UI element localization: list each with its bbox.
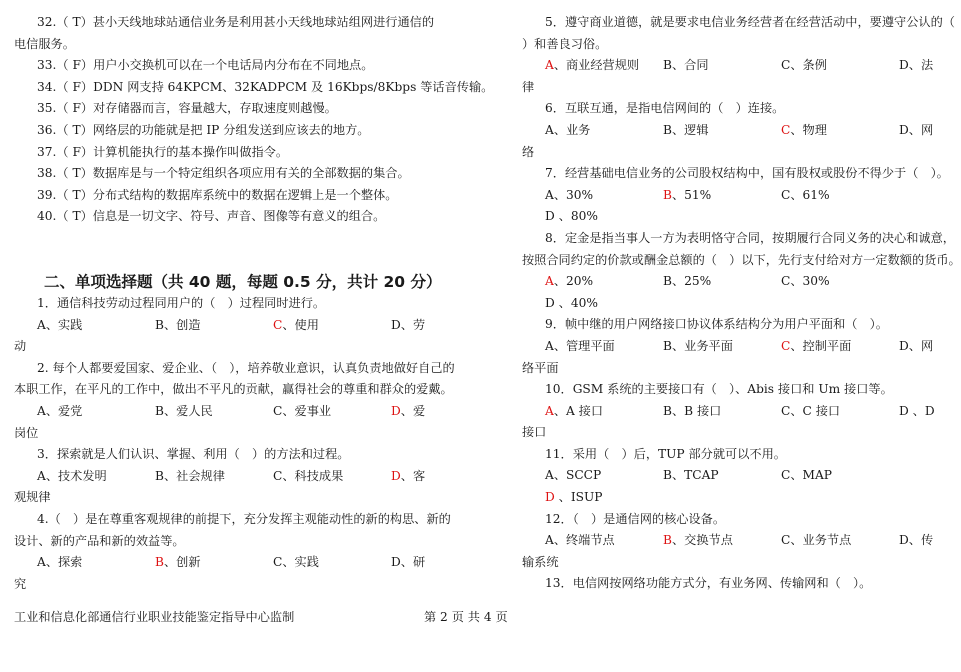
tf-question-line — [14, 55, 430, 77]
tf-number: 37. — [37, 144, 57, 159]
mc-option-wrap: 动 — [14, 339, 27, 354]
mc-options — [522, 530, 938, 552]
mc-option: C、爱事业 — [273, 403, 332, 418]
mc-option: B、爱人民 — [155, 403, 213, 418]
mc-option: A、实践 — [37, 317, 83, 332]
mc-option: C、实践 — [273, 555, 319, 570]
mc-option: C、30% — [781, 274, 830, 289]
mc-option: C、业务节点 — [781, 533, 852, 548]
mc-option-wrap: D 、80% — [545, 209, 598, 224]
mc-question: 1．通信科技劳动过程同用户的（ ）过程同时进行。 — [37, 296, 326, 310]
tf-question-line — [14, 77, 494, 99]
mc-option: A、技术发明 — [37, 468, 107, 483]
mc-option: B、交换节点 — [663, 533, 733, 548]
mc-option: C、科技成果 — [273, 468, 344, 483]
mc-question: 5．遵守商业道德，就是要求电信业务经营者在经营活动中，要遵守公认的（ — [545, 15, 955, 29]
mc-option: C、61% — [781, 187, 830, 202]
mc-option-wrap: 络平面 — [522, 360, 559, 375]
mc-option: B、业务平面 — [663, 338, 733, 353]
mc-option: C、条例 — [781, 58, 827, 73]
mc-option: C、MAP — [781, 468, 832, 483]
tf-statement: 用户小交换机可以在一个电话局内分布在不同地点。 — [93, 58, 374, 73]
mc-question: 2. 每个人都要爱国家、爱企业、（ ），培养敬业意识，认真负责地做好自己的 — [37, 360, 455, 375]
section-heading: 二、单项选择题（共 40 题，每题 0.5 分，共计 20 分） — [44, 273, 442, 291]
mc-question-continuation: 本职工作，在平凡的工作中，做出不平凡的贡献，赢得社会的尊重和群众的爱戴。 — [14, 382, 453, 397]
mc-options — [522, 271, 938, 293]
mc-option: D、网 — [899, 122, 934, 137]
mc-option: B、51% — [663, 187, 712, 202]
tf-number: 38. — [37, 166, 57, 181]
mc-option: B、创造 — [155, 317, 201, 332]
mc-option: B、合同 — [663, 58, 709, 73]
mc-question: 8．定金是指当事人一方为表明恪守合同，按期履行合同义务的决心和诚意， — [545, 230, 955, 245]
mc-options — [522, 465, 938, 487]
mc-option: C、C 接口 — [781, 403, 841, 418]
tf-answer: （ T） — [56, 166, 93, 181]
mc-question: 11．采用（ ）后，TUP 部分就可以不用。 — [545, 446, 786, 461]
mc-options — [14, 552, 430, 574]
mc-option: C、使用 — [273, 317, 319, 332]
mc-option: D 、D — [899, 403, 935, 418]
tf-answer: （ F） — [56, 58, 94, 73]
tf-continuation: 电信服务。 — [14, 36, 75, 51]
right-column — [522, 12, 961, 595]
mc-question-continuation: ）和善良习俗。 — [522, 36, 608, 51]
tf-statement: 计算机能执行的基本操作叫做指令。 — [93, 144, 289, 159]
mc-options — [522, 120, 938, 142]
mc-question: 7．经营基础电信业务的公司股权结构中，国有股权或股份不得少于（ ）。 — [545, 166, 949, 181]
mc-question: 9．帧中继的用户网络接口协议体系结构分为用户平面和（ ）。 — [545, 317, 888, 332]
mc-option-wrap: 究 — [14, 576, 27, 591]
mc-option: D、网 — [899, 338, 934, 353]
tf-answer: （ F） — [56, 79, 94, 94]
tf-statement: 信息是一切文字、符号、声音、图像等有意义的组合。 — [92, 209, 386, 224]
mc-question: 12．（ ）是通信网的核心设备。 — [545, 511, 726, 526]
mc-option: B、B 接口 — [663, 403, 722, 418]
tf-question-line — [14, 142, 430, 164]
mc-question: 6．互联互通，是指电信网间的（ ）连接。 — [545, 101, 785, 116]
mc-option: A、A 接口 — [545, 403, 604, 418]
mc-options — [14, 315, 430, 337]
tf-statement: 分布式结构的数据库系统中的数据在逻辑上是一个整体。 — [92, 187, 398, 202]
tf-answer: （ T） — [56, 209, 93, 224]
mc-option: A、终端节点 — [545, 533, 615, 548]
mc-option-wrap: 岗位 — [14, 425, 39, 440]
mc-option: C、物理 — [781, 122, 827, 137]
mc-option: B、TCAP — [663, 468, 719, 483]
mc-question-continuation: 按照合同约定的价款或酬金总额的（ ）以下，先行支付给对方一定数额的货币。 — [522, 252, 961, 267]
mc-question: 10．GSM 系统的主要接口有（ ）、Abis 接口和 Um 接口等。 — [545, 382, 893, 397]
mc-option-wrap: 接口 — [522, 425, 547, 440]
tf-statement: 甚小天线地球站通信业务是利用甚小天线地球站组网进行通信的 — [92, 15, 435, 29]
mc-question: 3．探索就是人们认识、掌握、利用（ ）的方法和过程。 — [37, 447, 350, 462]
mc-option-wrap: D 、40% — [545, 295, 598, 310]
mc-option: B、逻辑 — [663, 122, 709, 137]
tf-answer: （ T） — [56, 15, 93, 29]
tf-question-line — [14, 98, 430, 120]
mc-option: D、爱 — [391, 403, 426, 418]
mc-option-wrap: 络 — [522, 144, 535, 159]
tf-statement: DDN 网支持 64KPCM、32KADPCM 及 16Kbps/8Kbps 等话音传输。 — [93, 79, 494, 94]
mc-option-wrap: 输系统 — [522, 554, 559, 569]
footer-page-number: 第 2 页 共 4 页 — [424, 610, 508, 624]
tf-answer: （ T） — [56, 187, 93, 202]
mc-option: B、25% — [663, 274, 712, 289]
tf-question-line — [14, 185, 430, 207]
tf-statement: 数据库是与一个特定组织各项应用有关的全部数据的集合。 — [92, 166, 410, 181]
left-column — [14, 12, 494, 228]
mc-option: B、创新 — [155, 555, 201, 570]
tf-number: 35. — [37, 101, 57, 116]
left-mc-column — [14, 293, 455, 595]
tf-number: 40. — [37, 209, 57, 224]
mc-options — [14, 466, 430, 488]
mc-option: A、探索 — [37, 555, 83, 570]
tf-question-line — [14, 163, 430, 185]
mc-option-wrap: 观规律 — [14, 490, 51, 505]
mc-option: D、研 — [391, 555, 426, 570]
tf-number: 32. — [37, 15, 57, 29]
tf-answer: （ F） — [56, 101, 94, 116]
mc-options — [14, 401, 430, 423]
mc-option: A、30% — [545, 187, 594, 202]
tf-question-line — [14, 206, 430, 228]
mc-option: A、爱党 — [37, 403, 83, 418]
mc-option-wrap: D 、ISUP — [545, 490, 603, 505]
mc-option: A、SCCP — [545, 468, 602, 483]
tf-number: 36. — [37, 122, 57, 137]
mc-option: A、20% — [545, 274, 594, 289]
mc-option: D、法 — [899, 58, 934, 73]
tf-number: 34. — [37, 79, 57, 94]
mc-question: 4.（ ）是在尊重客观规律的前提下，充分发挥主观能动性的新的构思、新的 — [37, 511, 451, 526]
mc-option: B、社会规律 — [155, 468, 225, 483]
tf-answer: （ F） — [56, 144, 94, 159]
mc-options — [522, 185, 938, 207]
tf-question-line — [14, 120, 430, 142]
mc-options — [522, 336, 938, 358]
tf-number: 39. — [37, 187, 57, 202]
mc-option: A、商业经营规则 — [545, 58, 640, 73]
mc-option: D、客 — [391, 468, 426, 483]
mc-option: A、管理平面 — [545, 338, 615, 353]
mc-option: C、控制平面 — [781, 338, 852, 353]
mc-option-wrap: 律 — [522, 79, 535, 94]
footer-issuer: 工业和信息化部通信行业职业技能鉴定指导中心监制 — [14, 610, 295, 624]
mc-options — [522, 401, 938, 423]
tf-number: 33. — [37, 58, 57, 73]
mc-option: A、业务 — [545, 122, 591, 137]
mc-question-continuation: 设计、新的产品和新的效益等。 — [14, 533, 185, 548]
tf-answer: （ T） — [56, 122, 93, 137]
mc-options — [522, 55, 938, 77]
mc-option: D、传 — [899, 533, 934, 548]
tf-question-line — [14, 12, 435, 34]
tf-statement: 对存储器而言，容量越大，存取速度则越慢。 — [93, 101, 337, 116]
tf-statement: 网络层的功能就是把 IP 分组发送到应该去的地方。 — [92, 122, 370, 137]
mc-option: D、劳 — [391, 317, 426, 332]
mc-question: 13．电信网按网络功能方式分，有业务网、传输网和（ ）。 — [545, 576, 872, 591]
